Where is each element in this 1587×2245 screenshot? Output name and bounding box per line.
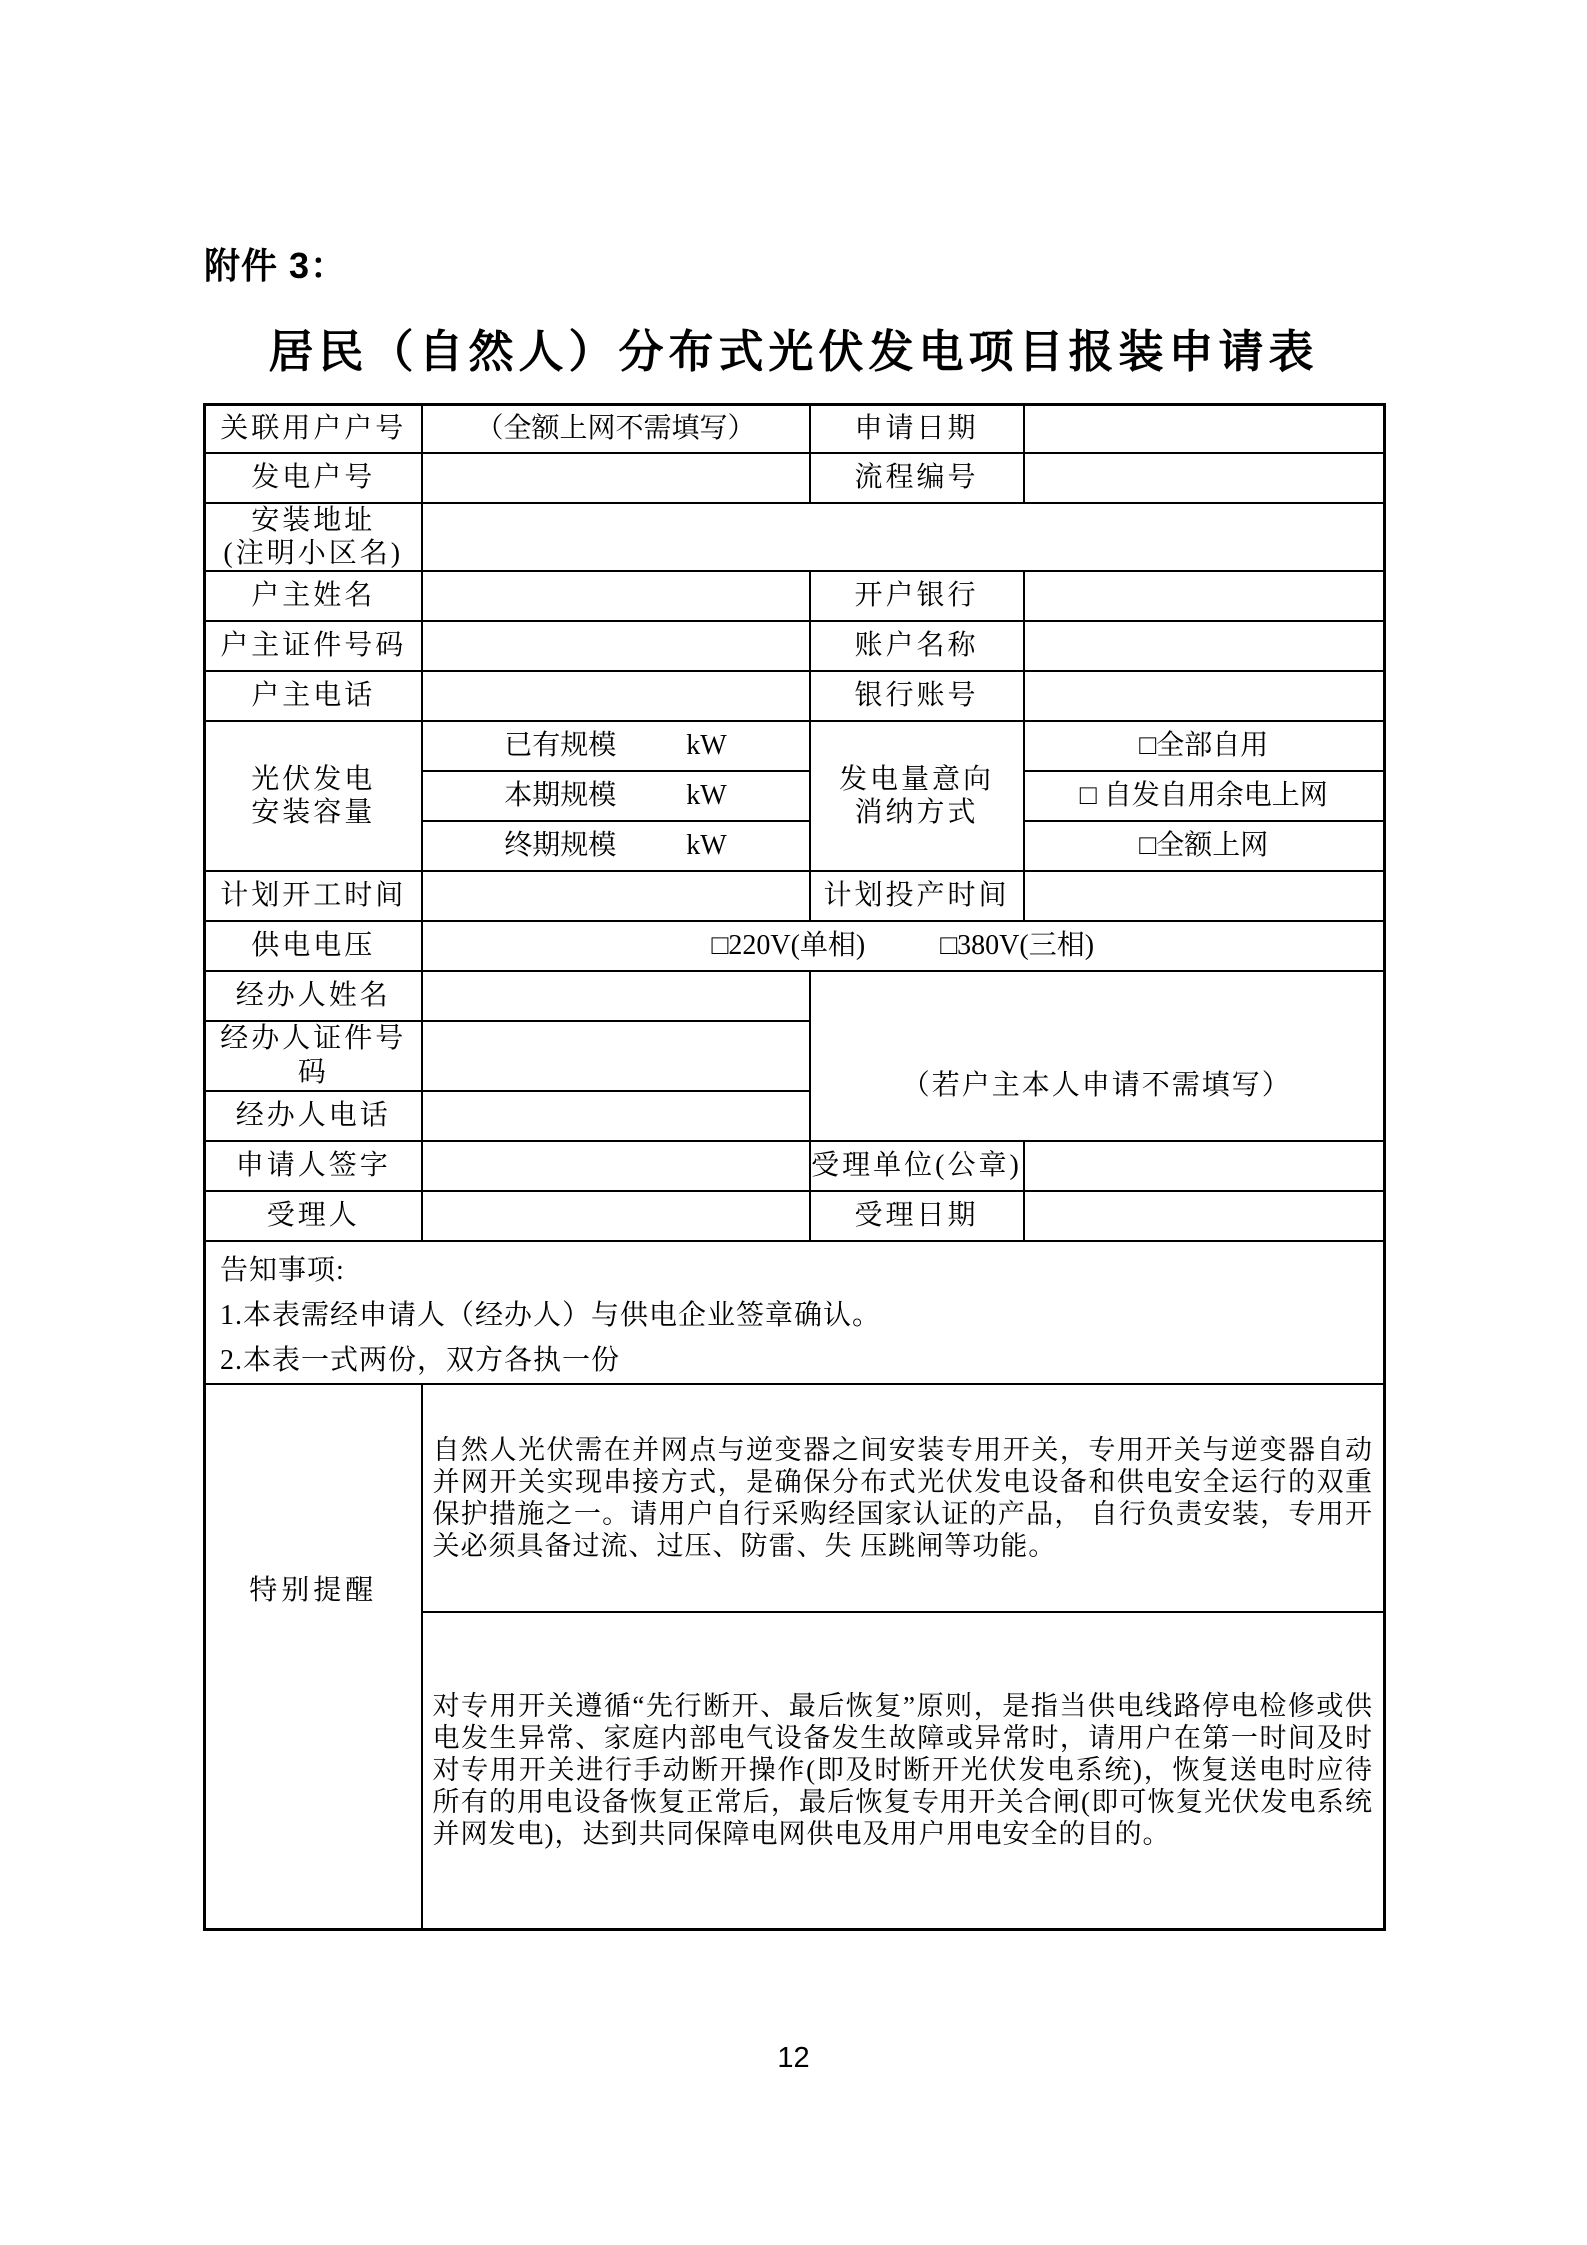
notice-cell — [205, 1241, 1385, 1384]
field-label-generation-user-no: 发电户号 — [205, 453, 422, 503]
special-reminder-para2: 对专用开关遵循“先行断开、最后恢复”原则，是指当供电线路停电检修或供电发生异常、家庭内部电气设备发生故障或异常时，请用户在第一时间及时对专用开关进行手动断开操作(即及时断开光伏发电系统)，恢复送电时应待所有的用电设备恢复正常后，最后恢复专用开关合闸(即可恢复光伏发电系统并网发电)，达到共同保障电网供电及用户用电安全的目的。 — [422, 1612, 1385, 1930]
table-row — [205, 405, 1385, 453]
page-number: 12 — [777, 2042, 810, 2074]
table-row — [205, 621, 1385, 671]
plan-start-value-cell — [422, 871, 810, 921]
field-label-supply-voltage: 供电电压 — [205, 921, 422, 971]
table-row — [205, 571, 1385, 621]
field-label-plan-start-date: 计划开工时间 — [205, 871, 422, 921]
table-row — [205, 503, 1385, 571]
kw-unit: kW — [686, 779, 727, 811]
kw-unit: kW — [686, 829, 727, 861]
applicant-signature-value-cell — [422, 1141, 810, 1191]
table-row — [205, 1191, 1385, 1241]
notice-item-1: 1.本表需经申请人（经办人）与供电企业签章确认。 — [220, 1299, 882, 1331]
option-all-self-use: □全部自用 — [1024, 721, 1385, 771]
table-row — [205, 871, 1385, 921]
final-scale-label: 终期规模 — [504, 829, 617, 861]
option-380v-three-phase: □380V(三相) — [940, 929, 1095, 961]
notice-item-2: 2.本表一式两份，双方各执一份 — [220, 1344, 621, 1376]
field-label-agent-id-no: 经办人证件号码 — [205, 1021, 422, 1091]
install-address-label-line1: 安装地址 — [251, 504, 376, 536]
field-label-agent-phone: 经办人电话 — [205, 1091, 422, 1141]
field-label-deposit-bank: 开户银行 — [810, 571, 1024, 621]
owner-name-value-cell — [422, 571, 810, 621]
current-scale-label: 本期规模 — [504, 779, 617, 811]
accepting-unit-value-cell — [1024, 1141, 1385, 1191]
field-label-owner-phone: 户主电话 — [205, 671, 422, 721]
kw-unit: kW — [686, 729, 727, 761]
field-label-linked-user-no: 关联用户户号 — [205, 405, 422, 453]
field-label-plan-production-date: 计划投产时间 — [810, 871, 1024, 921]
attachment-label: 附件 3： — [204, 245, 348, 286]
consumption-label-line2: 消纳方式 — [854, 796, 979, 828]
owner-phone-value-cell — [422, 671, 810, 721]
scale-row-final — [422, 821, 810, 871]
special-reminder-para1: 自然人光伏需在并网点与逆变器之间安装专用开关，专用开关与逆变器自动并网开关实现串接方式，是确保分布式光伏发电设备和供电安全运行的双重保护措施之一。请用户自行采购经国家认证的产品， 自行负责安装，专用开关必须具备过流、过压、防雷、失 压跳闸等功能。 — [422, 1384, 1385, 1612]
accept-date-value-cell — [1024, 1191, 1385, 1241]
install-address-label-line2: (注明小区名) — [223, 537, 404, 569]
field-label-install-address — [205, 503, 422, 571]
table-row — [205, 1384, 1385, 1612]
existing-scale-label: 已有规模 — [504, 729, 617, 761]
page-title: 居民（自然人）分布式光伏发电项目报装申请表 — [268, 327, 1319, 377]
option-self-use-surplus-online: □ 自发自用余电上网 — [1024, 771, 1385, 821]
pv-capacity-label-line2: 安装容量 — [251, 796, 376, 828]
table-row — [205, 971, 1385, 1021]
field-label-owner-name: 户主姓名 — [205, 571, 422, 621]
agent-note-cell: （若户主本人申请不需填写） — [810, 971, 1385, 1141]
scale-row-current — [422, 771, 810, 821]
deposit-bank-value-cell — [1024, 571, 1385, 621]
field-label-accepting-unit-seal: 受理单位(公章) — [810, 1141, 1024, 1191]
field-label-pv-install-capacity — [205, 721, 422, 871]
field-label-applicant-signature: 申请人签字 — [205, 1141, 422, 1191]
field-label-consumption-mode — [810, 721, 1024, 871]
notice-title: 告知事项: — [220, 1254, 345, 1286]
field-label-agent-name: 经办人姓名 — [205, 971, 422, 1021]
field-label-account-name: 账户名称 — [810, 621, 1024, 671]
account-name-value-cell — [1024, 621, 1385, 671]
field-label-apply-date: 申请日期 — [810, 405, 1024, 453]
owner-id-value-cell — [422, 621, 810, 671]
pv-capacity-label-line1: 光伏发电 — [251, 763, 376, 795]
plan-production-value-cell — [1024, 871, 1385, 921]
table-row — [205, 921, 1385, 971]
field-label-accept-date: 受理日期 — [810, 1191, 1024, 1241]
table-row — [205, 1241, 1385, 1384]
option-220v-single-phase: □220V(单相) — [711, 929, 866, 961]
voltage-options-cell — [422, 921, 1385, 971]
generation-user-no-value-cell — [422, 453, 810, 503]
table-row — [205, 453, 1385, 503]
scale-row-existing — [422, 721, 810, 771]
agent-id-value-cell — [422, 1021, 810, 1091]
apply-date-value-cell — [1024, 405, 1385, 453]
table-row — [205, 671, 1385, 721]
consumption-label-line1: 发电量意向 — [838, 763, 994, 795]
bank-account-value-cell — [1024, 671, 1385, 721]
application-form-table — [203, 403, 1386, 1931]
field-label-owner-id-no: 户主证件号码 — [205, 621, 422, 671]
linked-user-no-note: （全额上网不需填写） — [422, 405, 810, 453]
install-address-value-cell — [422, 503, 1385, 571]
table-row — [205, 1141, 1385, 1191]
process-no-value-cell — [1024, 453, 1385, 503]
agent-name-value-cell — [422, 971, 810, 1021]
agent-phone-value-cell — [422, 1091, 810, 1141]
option-all-online: □全额上网 — [1024, 821, 1385, 871]
field-label-bank-account-no: 银行账号 — [810, 671, 1024, 721]
field-label-process-no: 流程编号 — [810, 453, 1024, 503]
field-label-special-reminder: 特别提醒 — [205, 1384, 422, 1930]
field-label-acceptor: 受理人 — [205, 1191, 422, 1241]
table-row — [205, 721, 1385, 771]
acceptor-value-cell — [422, 1191, 810, 1241]
